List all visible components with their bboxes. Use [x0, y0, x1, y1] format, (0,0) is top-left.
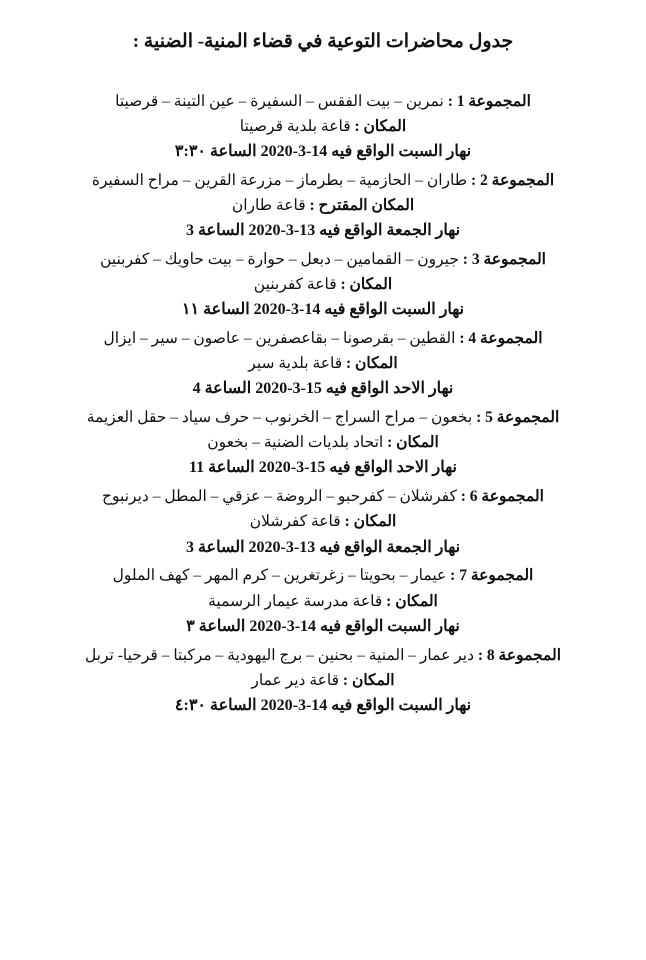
group-place-line [40, 114, 606, 139]
group-villages-line [40, 484, 606, 509]
place-label: المكان : [386, 592, 438, 610]
list-item [40, 326, 606, 402]
place-label: المكان : [342, 671, 395, 689]
list-item [40, 405, 606, 481]
group-label: المجموعة 6 : [460, 488, 544, 506]
group-villages-line [40, 326, 606, 351]
group-villages: نمرين – بيت الفقس – السفيرة – عين التينة – قرصيتا [115, 92, 444, 110]
group-datetime: نهار السبت الواقع فيه 14-3-2020 الساعة ٣ [186, 617, 460, 635]
place-value: قاعة بلدية سير [248, 355, 343, 373]
group-datetime: نهار السبت الواقع فيه 14-3-2020 الساعة ٣:٣٠ [174, 142, 472, 160]
group-villages: كفرشلان – كفرحبو – الروضة – عزقي – المطل – ديرنبوح [102, 488, 457, 506]
list-item [40, 247, 606, 323]
place-label: المكان : [354, 117, 407, 135]
group-place-line [40, 668, 606, 693]
list-item [40, 484, 606, 560]
list-item [40, 168, 606, 244]
group-villages: عيمار – بحويتا – زغرتغرين – كرم المهر – كهف الملول [112, 567, 447, 585]
group-datetime: نهار الاحد الواقع فيه 15-3-2020 الساعة 4 [192, 380, 454, 398]
group-datetime: نهار الجمعة الواقع فيه 13-3-2020 الساعة 3 [185, 538, 461, 556]
place-value: قاعة دير عمار [251, 671, 340, 689]
place-label: المكان : [340, 276, 393, 294]
list-item [40, 89, 606, 165]
group-villages-line [40, 247, 606, 272]
lecture-schedule-list [40, 89, 606, 722]
place-value: قاعة طاران [231, 196, 306, 214]
list-item [40, 643, 606, 719]
list-item [40, 563, 606, 639]
place-value: قاعة كفرشلان [249, 513, 341, 531]
group-villages: القطين – بقرصونا – بقاعصفرين – عاصون – سير – ايزال [103, 330, 456, 348]
page-title: جدول محاضرات التوعية في قضاء المنية- الضنية : [132, 31, 514, 52]
group-villages: جيرون – القمامين – دبعل – حوارة – بيت حاويك – كفربنين [99, 250, 459, 268]
group-place-line [40, 272, 606, 297]
group-villages: طاران – الحازمية – بطرماز – مزرعة القرين – مراح السفيرة [91, 171, 468, 189]
place-label: المكان : [387, 434, 439, 452]
group-datetime: نهار السبت الواقع فيه 14-3-2020 الساعة ٤:٣٠ [174, 696, 472, 714]
group-label: المجموعة 4 : [459, 330, 543, 348]
place-label: المكان : [346, 355, 398, 373]
group-datetime: نهار السبت الواقع فيه 14-3-2020 الساعة ١١ [181, 301, 465, 319]
group-villages: بخعون – مراح السراج – الخرنوب – حرف سياد – حقل العزيمة [86, 409, 473, 427]
group-place-line [40, 351, 606, 376]
group-villages-line [40, 89, 606, 114]
place-value: قاعة مدرسة عيمار الرسمية [208, 592, 383, 610]
group-label: المجموعة 7 : [450, 567, 534, 585]
group-place-line [40, 193, 606, 218]
group-villages: دير عمار – المنية – بحنين – برج اليهودية – مركبتا – قرحيا- تربل [84, 646, 474, 664]
group-villages-line [40, 643, 606, 668]
group-datetime: نهار الاحد الواقع فيه 15-3-2020 الساعة 11 [189, 459, 457, 477]
place-label: المكان : [344, 513, 397, 531]
group-label: المجموعة 1 : [447, 92, 531, 110]
group-villages-line [40, 405, 606, 430]
place-value: قاعة بلدية قرصيتا [239, 117, 351, 135]
group-label: المجموعة 5 : [476, 409, 560, 427]
group-label: المجموعة 8 : [477, 646, 562, 664]
group-villages-line [40, 563, 606, 588]
group-place-line [40, 430, 606, 455]
group-label: المجموعة 2 : [470, 171, 555, 189]
place-label: المكان المقترح : [309, 196, 415, 214]
group-datetime: نهار الجمعة الواقع فيه 13-3-2020 الساعة 3 [185, 222, 461, 240]
group-villages-line [40, 168, 606, 193]
group-place-line [40, 509, 606, 534]
group-place-line [40, 589, 606, 614]
group-label: المجموعة 3 : [462, 250, 546, 268]
place-value: قاعة كفربنين [253, 276, 337, 294]
place-value: اتحاد بلديات الضنية – بخعون [207, 434, 384, 452]
